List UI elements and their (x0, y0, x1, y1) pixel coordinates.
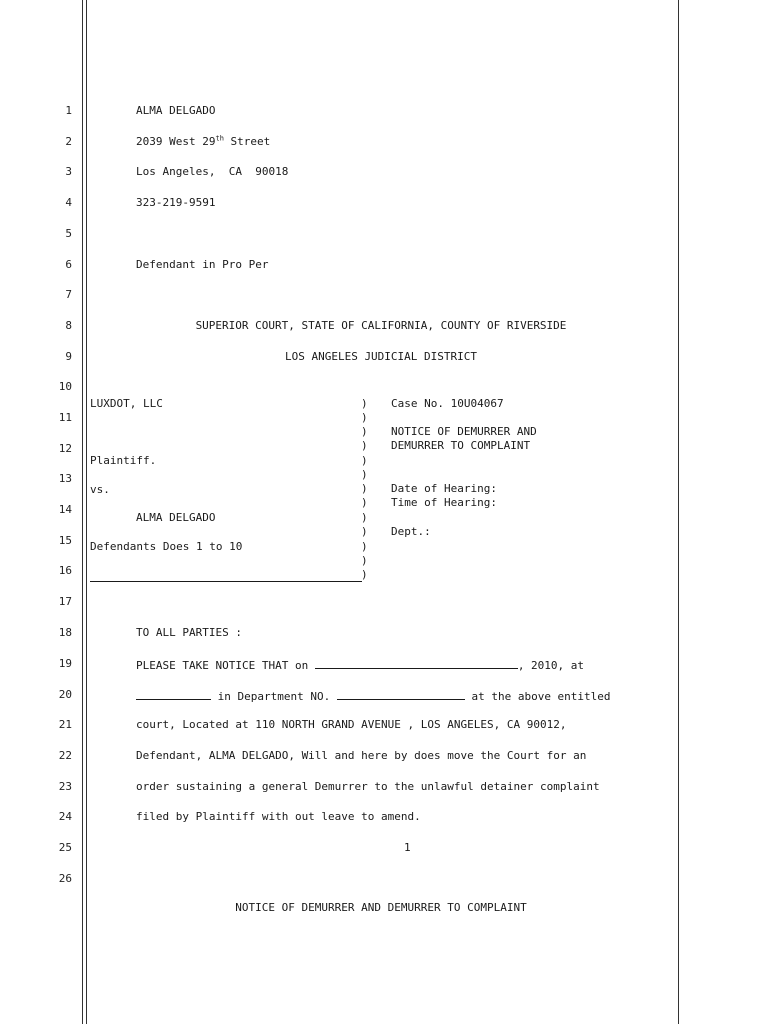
caption-paren: ) (361, 454, 368, 467)
caption-paren: ) (361, 568, 368, 581)
defendants-label: Defendants Does 1 to 10 (90, 540, 243, 553)
left-margin-rule-inner (86, 0, 87, 1024)
notice-line-leave: filed by Plaintiff with out leave to amend. (136, 810, 421, 823)
caption-paren: ) (361, 554, 368, 567)
line-number: 20 (58, 688, 72, 701)
line-number: 25 (58, 841, 72, 854)
line-number: 1 (65, 104, 72, 117)
line-number: 7 (65, 288, 72, 301)
line-number: 17 (58, 595, 72, 608)
caption-paren: ) (361, 439, 368, 452)
party-name: ALMA DELGADO (136, 104, 216, 117)
notice-line-demurrer: order sustaining a general Demurrer to the unlawful detainer complaint (136, 780, 600, 793)
caption-paren: ) (361, 468, 368, 481)
line-number: 24 (58, 810, 72, 823)
footer-title: NOTICE OF DEMURRER AND DEMURRER TO COMPLAINT (235, 901, 527, 914)
line-number: 8 (65, 319, 72, 332)
line-number: 19 (58, 657, 72, 670)
line-number: 2 (65, 135, 72, 148)
caption-paren: ) (361, 411, 368, 424)
hearing-time-label: Time of Hearing: (391, 496, 497, 509)
line-number: 23 (58, 780, 72, 793)
line-number: 11 (58, 411, 72, 424)
page-number: 1 (404, 841, 411, 854)
document-title-line-2: DEMURRER TO COMPLAINT (391, 439, 531, 452)
court-name: SUPERIOR COURT, STATE OF CALIFORNIA, COUNTY OF RIVERSIDE (195, 319, 567, 332)
line-number: 4 (65, 196, 72, 209)
notice-line-motion: Defendant, ALMA DELGADO, Will and here by does move the Court for an (136, 749, 587, 762)
notice-line-department: in Department NO. at the above entitled (136, 688, 611, 704)
line-number: 21 (58, 718, 72, 731)
defendant-name: ALMA DELGADO (136, 511, 216, 524)
party-city: Los Angeles, CA 90018 (136, 165, 289, 178)
line-number: 14 (58, 503, 72, 516)
line-number: 15 (58, 534, 72, 547)
caption-paren: ) (361, 525, 368, 538)
document-title-line-1: NOTICE OF DEMURRER AND (391, 425, 537, 438)
line-number: 9 (65, 350, 72, 363)
line-number: 18 (58, 626, 72, 639)
line-number: 16 (58, 564, 72, 577)
hearing-date-label: Date of Hearing: (391, 482, 497, 495)
notice-line-court-location: court, Located at 110 NORTH GRAND AVENUE , LOS ANGELES, CA 90012, (136, 718, 567, 731)
caption-paren: ) (361, 540, 368, 553)
line-number: 13 (58, 472, 72, 485)
line-number: 6 (65, 258, 72, 271)
versus-label: vs. (90, 483, 110, 496)
plaintiff-name: LUXDOT, LLC (90, 397, 163, 410)
line-number: 26 (58, 872, 72, 885)
caption-underline (90, 581, 362, 582)
salutation: TO ALL PARTIES : (136, 626, 242, 639)
line-number: 22 (58, 749, 72, 762)
notice-line-date: PLEASE TAKE NOTICE THAT on , 2010, at (136, 659, 585, 672)
line-number: 3 (65, 165, 72, 178)
party-role: Defendant in Pro Per (136, 258, 269, 271)
date-blank-field (315, 657, 518, 669)
caption-paren: ) (361, 496, 368, 509)
caption-paren: ) (361, 425, 368, 438)
caption-paren: ) (361, 511, 368, 524)
time-blank-field (136, 688, 211, 700)
plaintiff-label: Plaintiff. (90, 454, 157, 467)
case-number: Case No. 10U04067 (391, 397, 504, 410)
line-number: 10 (58, 380, 72, 393)
left-margin-rule-outer (82, 0, 83, 1024)
court-district: LOS ANGELES JUDICIAL DISTRICT (284, 350, 478, 363)
line-number: 12 (58, 442, 72, 455)
party-address: 2039 West 29th Street (136, 134, 271, 148)
department-blank-field (337, 688, 465, 700)
caption-paren: ) (361, 397, 368, 410)
line-number: 5 (65, 227, 72, 240)
party-phone: 323-219-9591 (136, 196, 216, 209)
right-margin-rule (678, 0, 679, 1024)
caption-paren: ) (361, 482, 368, 495)
department-label: Dept.: (391, 525, 431, 538)
